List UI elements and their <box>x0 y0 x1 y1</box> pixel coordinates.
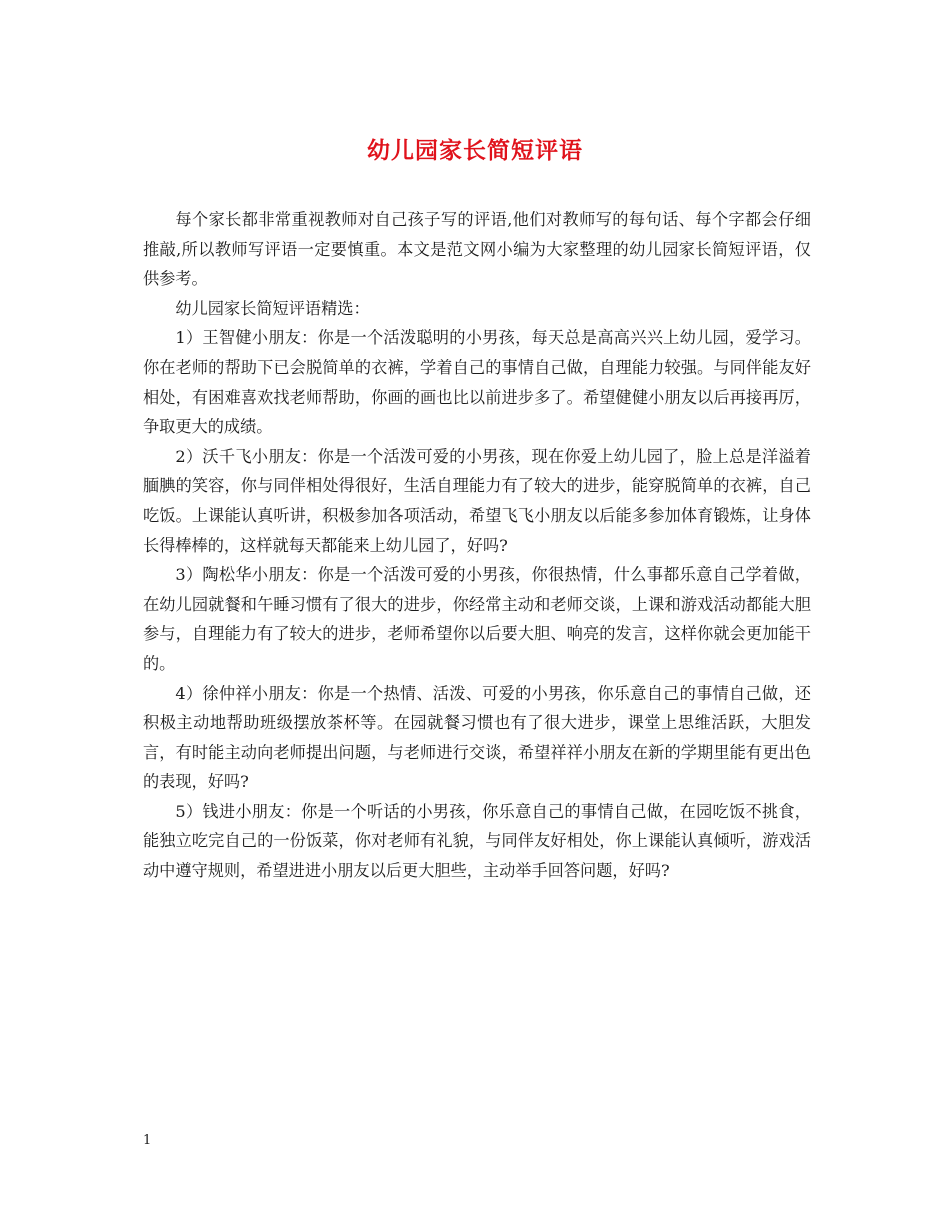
comment-paragraph-3: 3）陶松华小朋友：你是一个活泼可爱的小男孩，你很热情，什么事都乐意自己学着做，在幼儿园就餐和午睡习惯有了很大的进步，你经常主动和老师交谈，上课和游戏活动都能大胆参与，自理能力有了较大的进步，老师希望你以后要大胆、响亮的发言，这样你就会更加能干的。 <box>143 565 811 673</box>
intro-paragraph: 每个家长都非常重视教师对自己孩子写的评语,他们对教师写的每句话、每个字都会仔细推敲,所以教师写评语一定要慎重。本文是范文网小编为大家整理的幼儿园家长简短评语，仅供参考。 <box>143 210 811 289</box>
section-heading: 幼儿园家长简短评语精选： <box>175 298 370 318</box>
document-title: 幼儿园家长简短评语 <box>367 137 583 164</box>
document-body <box>143 205 811 886</box>
comment-paragraph-2: 2）沃千飞小朋友：你是一个活泼可爱的小男孩，现在你爱上幼儿园了，脸上总是洋溢着腼腆的笑容，你与同伴相处得很好，生活自理能力有了较大的进步，能穿脱简单的衣裤，自己吃饭。上课能认真听讲，积极参加各项活动，希望飞飞小朋友以后能多参加体育锻炼，让身体长得棒棒的，这样就每天都能来上幼儿园了，好吗? <box>143 446 811 555</box>
page-number: 1 <box>143 1133 152 1148</box>
comment-paragraph-1: 1）王智健小朋友：你是一个活泼聪明的小男孩，每天总是高高兴兴上幼儿园，爱学习。你在老师的帮助下已会脱简单的衣裤，学着自己的事情自己做，自理能力较强。与同伴能友好相处，有困难喜欢找老师帮助，你画的画也比以前进步多了。希望健健小朋友以后再接再厉，争取更大的成绩。 <box>143 328 811 437</box>
comment-paragraph-5: 5）钱进小朋友：你是一个听话的小男孩，你乐意自己的事情自己做，在园吃饭不挑食，能独立吃完自己的一份饭菜，你对老师有礼貌，与同伴友好相处，你上课能认真倾听，游戏活动中遵守规则，希望进进小朋友以后更大胆些，主动举手回答问题，好吗? <box>143 801 811 881</box>
comment-paragraph-4: 4）徐仲祥小朋友：你是一个热情、活泼、可爱的小男孩，你乐意自己的事情自己做，还积极主动地帮助班级摆放茶杯等。在园就餐习惯也有了很大进步，课堂上思维活跃，大胆发言，有时能主动向老师提出问题，与老师进行交谈，希望祥祥小朋友在新的学期里能有更出色的表现，好吗? <box>143 683 811 792</box>
